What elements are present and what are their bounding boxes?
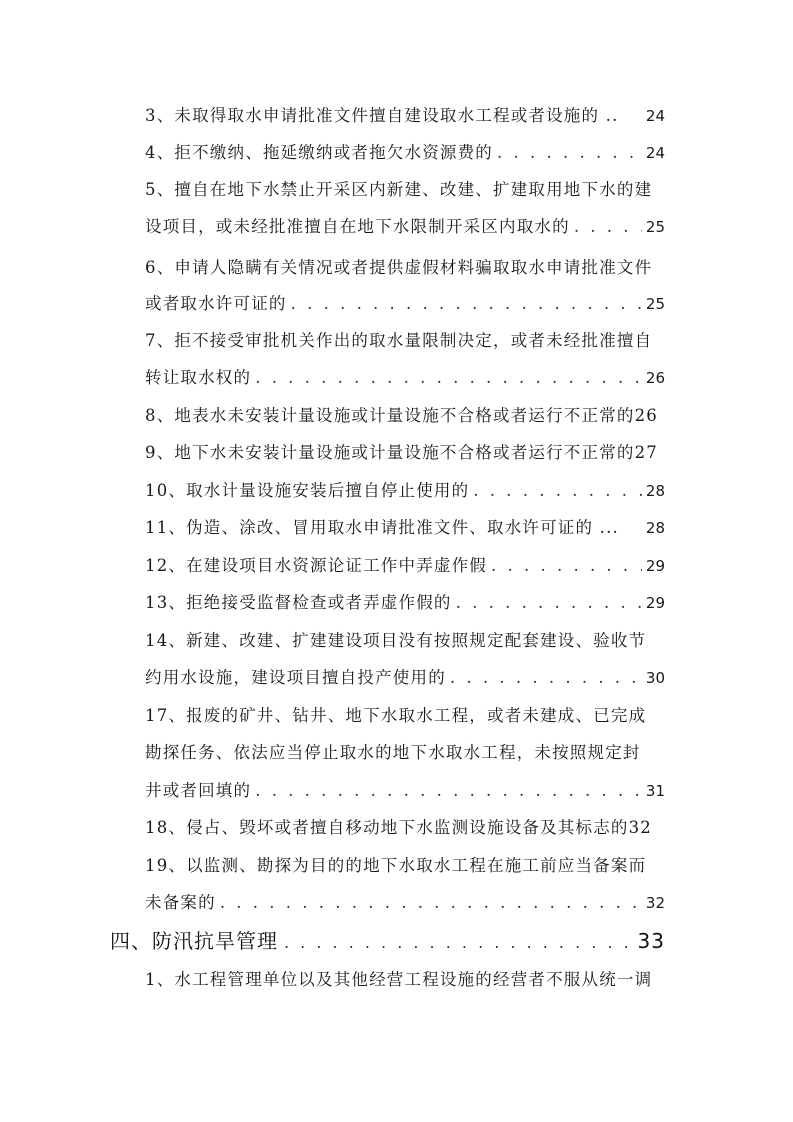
- toc-entry-continuation[interactable]: [145, 740, 665, 766]
- section-title: 四、防汛抗旱管理: [110, 929, 278, 953]
- toc-entry-page: 24: [645, 144, 665, 162]
- toc-entry-text: 约用水设施，建设项目擅自投产使用的: [145, 668, 446, 687]
- toc-entry-text: 11、伪造、涂改、冒用取水申请批准文件、取水许可证的 ...: [145, 518, 619, 537]
- toc-entry[interactable]: [145, 703, 665, 729]
- toc-entry-continuation[interactable]: [145, 890, 665, 916]
- toc-entry-text: 13、拒绝接受监督检查或者弄虚作假的: [145, 593, 452, 612]
- dot-leader: [220, 890, 642, 916]
- dot-leader: [255, 778, 642, 804]
- dot-leader: [450, 665, 642, 691]
- toc-entry-continuation[interactable]: [145, 291, 665, 317]
- toc-entry-continuation[interactable]: [145, 214, 665, 240]
- toc-entry-text: 井或者回填的: [145, 781, 252, 800]
- toc-entry[interactable]: [145, 328, 665, 354]
- toc-entry-text: 17、报废的矿井、钻井、地下水取水工程，或者未建成、已完成: [145, 706, 647, 725]
- toc-entry-text: 勘探任务、依法应当停止取水的地下水取水工程，未按照规定封: [145, 743, 641, 762]
- toc-entry[interactable]: [145, 553, 665, 579]
- toc-entry[interactable]: [145, 590, 665, 616]
- toc-entry-text: 7、拒不接受审批机关作出的取水量限制决定，或者未经批准擅自: [145, 331, 653, 350]
- toc-entry-text: 设项目，或未经批准擅自在地下水限制开采区内取水的: [145, 217, 570, 236]
- toc-entry[interactable]: [145, 967, 665, 993]
- dot-leader: [284, 927, 632, 957]
- toc-entry-text: 转让取水权的: [145, 368, 252, 387]
- toc-entry-page: 25: [645, 218, 665, 236]
- toc-entry-continuation[interactable]: [145, 665, 665, 691]
- toc-entry-text: 9、地下水未安装计量设施或计量设施不合格或者运行不正常的27: [145, 443, 658, 462]
- toc-entry[interactable]: [145, 177, 665, 203]
- toc-entry-page: 31: [645, 782, 665, 800]
- toc-entry[interactable]: [145, 515, 665, 541]
- toc-entry-text: 4、拒不缴纳、拖延缴纳或者拖欠水资源费的: [145, 143, 493, 162]
- toc-entry-text: 14、新建、改建、扩建建设项目没有按照规定配套建设、验收节: [145, 631, 647, 650]
- toc-entry[interactable]: [145, 255, 665, 281]
- toc-entry-page: 24: [645, 107, 665, 125]
- toc-entry[interactable]: [145, 478, 665, 504]
- toc-entry[interactable]: [145, 140, 665, 166]
- dot-leader: [574, 214, 642, 240]
- toc-entry-page: 28: [645, 519, 665, 537]
- dot-leader: [497, 140, 642, 166]
- toc-entry-page: 30: [645, 669, 665, 687]
- toc-entry-page: 32: [645, 894, 665, 912]
- toc-entry-page: 26: [645, 369, 665, 387]
- toc-section-heading[interactable]: [110, 925, 665, 957]
- toc-entry-page: 25: [645, 295, 665, 313]
- toc-entry-text: 5、擅自在地下水禁止开采区内新建、改建、扩建取用地下水的建: [145, 180, 653, 199]
- toc-entry-text: 或者取水许可证的: [145, 294, 287, 313]
- toc-entry-continuation[interactable]: [145, 365, 665, 391]
- dot-leader: [491, 553, 642, 579]
- dot-leader: [456, 590, 642, 616]
- section-page: 33: [637, 929, 665, 953]
- toc-entry-text: 6、申请人隐瞒有关情况或者提供虚假材料骗取取水申请批准文件: [145, 258, 653, 277]
- toc-entry[interactable]: [145, 628, 665, 654]
- toc-entry-text: 18、侵占、毁坏或者擅自移动地下水监测设施设备及其标志的32: [145, 818, 652, 837]
- toc-entry-text: 10、取水计量设施安装后擅自停止使用的: [145, 481, 470, 500]
- toc-entry-text: 未备案的: [145, 893, 216, 912]
- toc-entry-continuation[interactable]: [145, 778, 665, 804]
- toc-entry-text: 19、以监测、勘探为目的的地下水取水工程在施工前应当备案而: [145, 856, 647, 875]
- dot-leader: [473, 478, 642, 504]
- toc-entry[interactable]: [145, 815, 665, 841]
- toc-entry-text: 12、在建设项目水资源论证工作中弄虚作假: [145, 556, 487, 575]
- dot-leader: [255, 365, 642, 391]
- toc-entry[interactable]: [145, 853, 665, 879]
- toc-entry[interactable]: [145, 403, 665, 429]
- toc-entry-text: 3、未取得取水申请批准文件擅自建设取水工程或者设施的 ..: [145, 106, 619, 125]
- toc-entry-page: 29: [645, 557, 665, 575]
- toc-entry[interactable]: [145, 103, 665, 129]
- toc-entry-page: 29: [645, 594, 665, 612]
- toc-entry-text: 8、地表水未安装计量设施或计量设施不合格或者运行不正常的26: [145, 406, 658, 425]
- toc-entry[interactable]: [145, 440, 665, 466]
- toc-entry-text: 1、水工程管理单位以及其他经营工程设施的经营者不服从统一调: [145, 970, 653, 989]
- toc-entry-page: 28: [645, 482, 665, 500]
- dot-leader: [291, 291, 642, 317]
